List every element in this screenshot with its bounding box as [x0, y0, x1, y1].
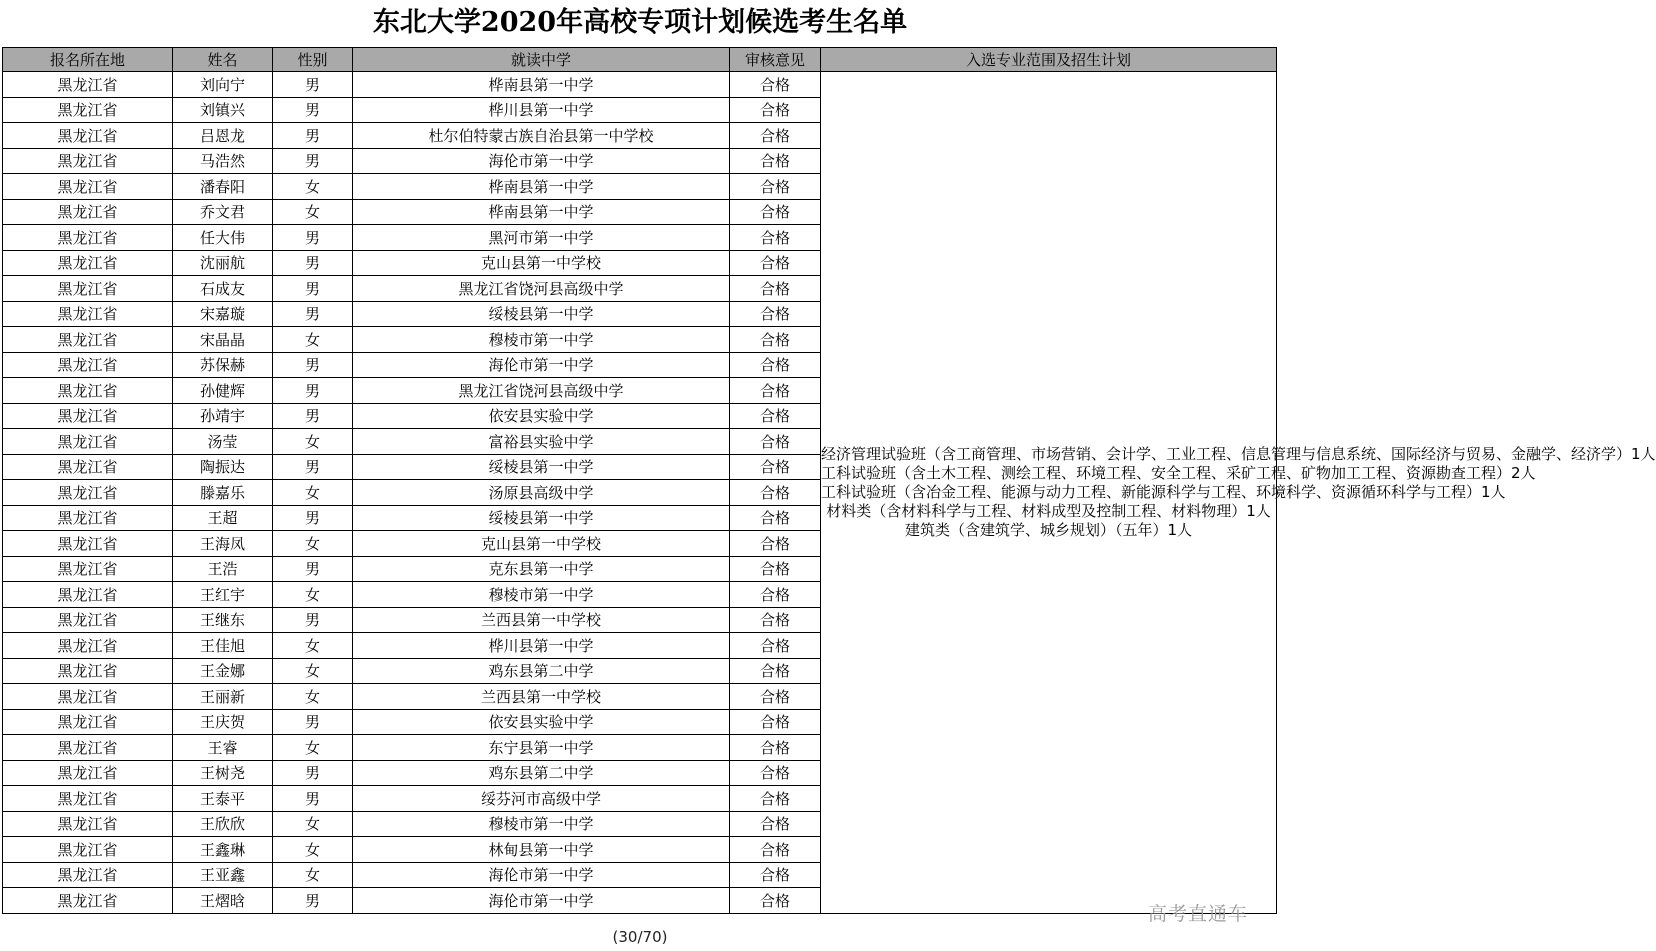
cell-review: 合格	[730, 531, 821, 557]
cell-location: 黑龙江省	[3, 454, 173, 480]
cell-review: 合格	[730, 684, 821, 710]
cell-location: 黑龙江省	[3, 352, 173, 378]
cell-gender: 男	[273, 352, 353, 378]
cell-location: 黑龙江省	[3, 480, 173, 506]
cell-gender: 男	[273, 276, 353, 302]
cell-gender: 女	[273, 480, 353, 506]
cell-review: 合格	[730, 327, 821, 353]
cell-name: 吕恩龙	[173, 123, 273, 149]
cell-name: 王佳旭	[173, 633, 273, 659]
cell-location: 黑龙江省	[3, 658, 173, 684]
cell-gender: 男	[273, 250, 353, 276]
cell-review: 合格	[730, 633, 821, 659]
col-header-school: 就读中学	[353, 48, 730, 72]
cell-location: 黑龙江省	[3, 301, 173, 327]
cell-school: 鸡东县第二中学	[353, 658, 730, 684]
cell-name: 刘镇兴	[173, 97, 273, 123]
cell-name: 王庆贺	[173, 709, 273, 735]
cell-gender: 女	[273, 531, 353, 557]
cell-gender: 女	[273, 862, 353, 888]
cell-name: 王超	[173, 505, 273, 531]
cell-review: 合格	[730, 250, 821, 276]
cell-location: 黑龙江省	[3, 888, 173, 914]
cell-location: 黑龙江省	[3, 378, 173, 404]
cell-school: 黑河市第一中学	[353, 225, 730, 251]
cell-review: 合格	[730, 301, 821, 327]
cell-review: 合格	[730, 480, 821, 506]
cell-name: 王欣欣	[173, 811, 273, 837]
table-body	[3, 72, 1656, 914]
cell-school: 穆棱市第一中学	[353, 582, 730, 608]
cell-review: 合格	[730, 760, 821, 786]
cell-name: 宋晶晶	[173, 327, 273, 353]
cell-location: 黑龙江省	[3, 760, 173, 786]
cell-gender: 男	[273, 225, 353, 251]
cell-gender: 男	[273, 378, 353, 404]
cell-gender: 女	[273, 837, 353, 863]
cell-name: 王熠晗	[173, 888, 273, 914]
plan-item: 工科试验班（含冶金工程、能源与动力工程、新能源科学与工程、环境科学、资源循环科学与工程）1人	[821, 482, 1506, 501]
cell-review: 合格	[730, 225, 821, 251]
cell-location: 黑龙江省	[3, 429, 173, 455]
cell-gender: 女	[273, 811, 353, 837]
cell-school: 桦川县第一中学	[353, 633, 730, 659]
cell-name: 石成友	[173, 276, 273, 302]
cell-review: 合格	[730, 786, 821, 812]
cell-name: 滕嘉乐	[173, 480, 273, 506]
cell-gender: 男	[273, 454, 353, 480]
candidate-table	[2, 47, 1656, 914]
col-header-gender: 性别	[273, 48, 353, 72]
plan-item: 材料类（含材料科学与工程、材料成型及控制工程、材料物理）1人	[826, 501, 1271, 520]
cell-location: 黑龙江省	[3, 582, 173, 608]
cell-gender: 男	[273, 123, 353, 149]
cell-school: 林甸县第一中学	[353, 837, 730, 863]
cell-location: 黑龙江省	[3, 556, 173, 582]
cell-school: 穆棱市第一中学	[353, 811, 730, 837]
cell-name: 王鑫琳	[173, 837, 273, 863]
cell-location: 黑龙江省	[3, 123, 173, 149]
cell-name: 王亚鑫	[173, 862, 273, 888]
cell-school: 绥芬河市高级中学	[353, 786, 730, 812]
cell-school: 海伦市第一中学	[353, 148, 730, 174]
cell-review: 合格	[730, 837, 821, 863]
cell-location: 黑龙江省	[3, 735, 173, 761]
cell-gender: 女	[273, 327, 353, 353]
cell-school: 绥棱县第一中学	[353, 454, 730, 480]
cell-review: 合格	[730, 505, 821, 531]
cell-review: 合格	[730, 454, 821, 480]
cell-name: 王丽新	[173, 684, 273, 710]
cell-school: 海伦市第一中学	[353, 862, 730, 888]
cell-name: 乔文君	[173, 199, 273, 225]
table-row	[3, 72, 1277, 98]
cell-review: 合格	[730, 378, 821, 404]
cell-school: 绥棱县第一中学	[353, 301, 730, 327]
cell-gender: 女	[273, 735, 353, 761]
cell-review: 合格	[730, 556, 821, 582]
cell-gender: 女	[273, 174, 353, 200]
col-header-name: 姓名	[173, 48, 273, 72]
cell-name: 沈丽航	[173, 250, 273, 276]
plan-cell	[821, 72, 1656, 914]
cell-gender: 男	[273, 556, 353, 582]
cell-review: 合格	[730, 582, 821, 608]
cell-location: 黑龙江省	[3, 786, 173, 812]
cell-review: 合格	[730, 72, 821, 98]
page-number: (30/70)	[612, 928, 668, 946]
cell-review: 合格	[730, 429, 821, 455]
cell-name: 王树尧	[173, 760, 273, 786]
cell-location: 黑龙江省	[3, 199, 173, 225]
cell-location: 黑龙江省	[3, 505, 173, 531]
cell-name: 潘春阳	[173, 174, 273, 200]
cell-school: 黑龙江省饶河县高级中学	[353, 276, 730, 302]
cell-name: 任大伟	[173, 225, 273, 251]
cell-gender: 男	[273, 709, 353, 735]
cell-review: 合格	[730, 148, 821, 174]
cell-school: 穆棱市第一中学	[353, 327, 730, 353]
cell-name: 汤莹	[173, 429, 273, 455]
cell-review: 合格	[730, 735, 821, 761]
page-title: 东北大学2020年高校专项计划候选考生名单	[372, 7, 908, 38]
cell-school: 杜尔伯特蒙古族自治县第一中学校	[353, 123, 730, 149]
cell-review: 合格	[730, 174, 821, 200]
cell-location: 黑龙江省	[3, 837, 173, 863]
cell-location: 黑龙江省	[3, 403, 173, 429]
plan-item: 经济管理试验班（含工商管理、市场营销、会计学、工业工程、信息管理与信息系统、国际经济与贸易、金融学、经济学）1人	[821, 444, 1656, 463]
cell-name: 王红宇	[173, 582, 273, 608]
cell-gender: 男	[273, 786, 353, 812]
cell-review: 合格	[730, 607, 821, 633]
cell-gender: 男	[273, 403, 353, 429]
cell-gender: 女	[273, 429, 353, 455]
cell-review: 合格	[730, 352, 821, 378]
cell-name: 刘向宁	[173, 72, 273, 98]
cell-school: 东宁县第一中学	[353, 735, 730, 761]
cell-location: 黑龙江省	[3, 811, 173, 837]
cell-gender: 女	[273, 633, 353, 659]
plan-item: 建筑类（含建筑学、城乡规划）（五年）1人	[904, 520, 1193, 539]
cell-school: 依安县实验中学	[353, 403, 730, 429]
cell-school: 兰西县第一中学校	[353, 684, 730, 710]
cell-location: 黑龙江省	[3, 276, 173, 302]
cell-school: 克东县第一中学	[353, 556, 730, 582]
cell-gender: 女	[273, 199, 353, 225]
cell-gender: 男	[273, 888, 353, 914]
cell-school: 克山县第一中学校	[353, 250, 730, 276]
cell-gender: 男	[273, 505, 353, 531]
cell-review: 合格	[730, 811, 821, 837]
cell-school: 汤原县高级中学	[353, 480, 730, 506]
cell-name: 王睿	[173, 735, 273, 761]
cell-review: 合格	[730, 123, 821, 149]
cell-gender: 女	[273, 658, 353, 684]
cell-location: 黑龙江省	[3, 225, 173, 251]
cell-school: 鸡东县第二中学	[353, 760, 730, 786]
cell-name: 王继东	[173, 607, 273, 633]
cell-name: 孙健辉	[173, 378, 273, 404]
cell-school: 黑龙江省饶河县高级中学	[353, 378, 730, 404]
cell-gender: 女	[273, 582, 353, 608]
cell-name: 王浩	[173, 556, 273, 582]
cell-gender: 男	[273, 72, 353, 98]
cell-location: 黑龙江省	[3, 327, 173, 353]
plan-item: 工科试验班（含土木工程、测绘工程、环境工程、安全工程、采矿工程、矿物加工工程、资源勘查工程）2人	[821, 463, 1536, 482]
cell-review: 合格	[730, 862, 821, 888]
cell-review: 合格	[730, 97, 821, 123]
cell-gender: 男	[273, 760, 353, 786]
cell-school: 桦南县第一中学	[353, 199, 730, 225]
cell-name: 王海凤	[173, 531, 273, 557]
cell-school: 富裕县实验中学	[353, 429, 730, 455]
cell-review: 合格	[730, 403, 821, 429]
col-header-review: 审核意见	[730, 48, 821, 72]
cell-school: 海伦市第一中学	[353, 888, 730, 914]
cell-name: 苏保赫	[173, 352, 273, 378]
cell-gender: 男	[273, 97, 353, 123]
cell-name: 王金娜	[173, 658, 273, 684]
col-header-location: 报名所在地	[3, 48, 173, 72]
cell-location: 黑龙江省	[3, 862, 173, 888]
cell-name: 孙靖宇	[173, 403, 273, 429]
cell-gender: 男	[273, 301, 353, 327]
table-header-row	[3, 48, 1277, 72]
cell-location: 黑龙江省	[3, 148, 173, 174]
cell-location: 黑龙江省	[3, 250, 173, 276]
cell-review: 合格	[730, 199, 821, 225]
cell-school: 桦南县第一中学	[353, 174, 730, 200]
cell-location: 黑龙江省	[3, 531, 173, 557]
cell-name: 马浩然	[173, 148, 273, 174]
cell-name: 宋嘉璇	[173, 301, 273, 327]
cell-school: 克山县第一中学校	[353, 531, 730, 557]
cell-school: 绥棱县第一中学	[353, 505, 730, 531]
cell-school: 兰西县第一中学校	[353, 607, 730, 633]
cell-location: 黑龙江省	[3, 709, 173, 735]
col-header-plan: 入选专业范围及招生计划	[821, 48, 1277, 72]
cell-location: 黑龙江省	[3, 97, 173, 123]
cell-location: 黑龙江省	[3, 684, 173, 710]
cell-school: 桦川县第一中学	[353, 97, 730, 123]
cell-review: 合格	[730, 888, 821, 914]
cell-location: 黑龙江省	[3, 174, 173, 200]
cell-gender: 男	[273, 148, 353, 174]
cell-location: 黑龙江省	[3, 72, 173, 98]
cell-review: 合格	[730, 658, 821, 684]
cell-school: 依安县实验中学	[353, 709, 730, 735]
cell-name: 陶振达	[173, 454, 273, 480]
cell-gender: 男	[273, 607, 353, 633]
cell-location: 黑龙江省	[3, 607, 173, 633]
watermark-text: 高考直通车	[1147, 903, 1248, 925]
cell-school: 海伦市第一中学	[353, 352, 730, 378]
cell-review: 合格	[730, 276, 821, 302]
cell-name: 王泰平	[173, 786, 273, 812]
cell-school: 桦南县第一中学	[353, 72, 730, 98]
cell-review: 合格	[730, 709, 821, 735]
cell-location: 黑龙江省	[3, 633, 173, 659]
cell-gender: 女	[273, 684, 353, 710]
